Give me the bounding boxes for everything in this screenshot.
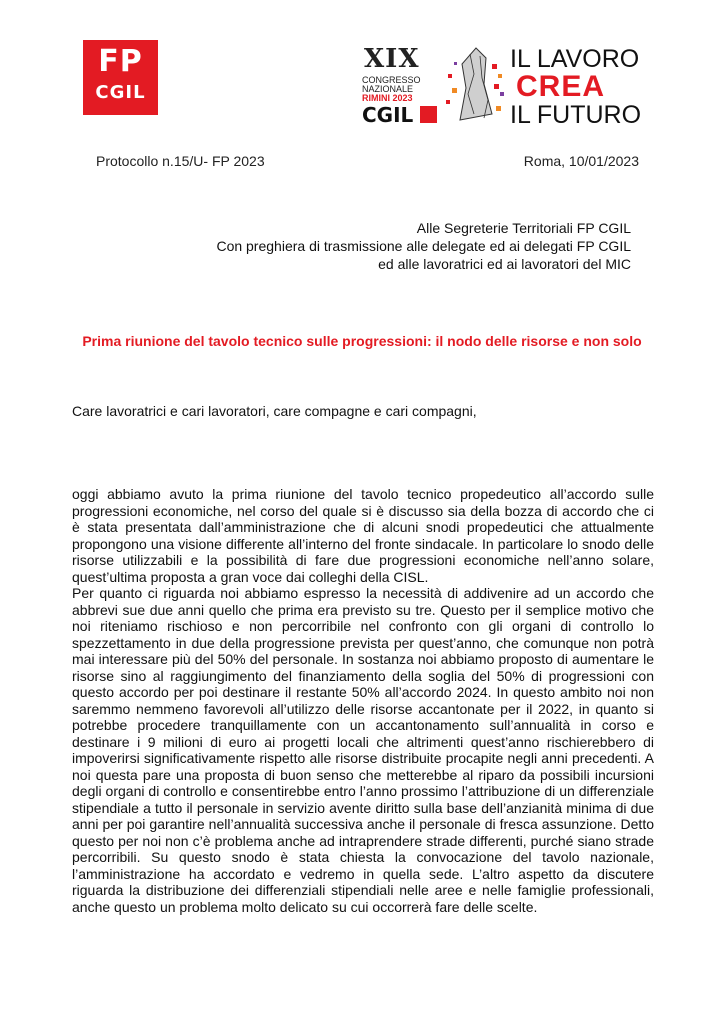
body-paragraph: Per quanto ci riguarda noi abbiamo espresso la necessità di addivenire ad un accordo che abbrevi sue due anni quello che prima era previsto su tre. Questo per il semplice motivo che noi riteniamo rischioso e non percorribile nel confronto con gli organi di controllo lo spezzettamento in due della progressione prevista per quest’anno, che comunque non potrà mai interessare più del 50% del personale. In sostanza noi abbiamo proposto di aumentare le risorse sino al raggiungimento del finanziamento della soglia del 50% di progressioni con questo accordo per poi destinare il restante 50% all’accordo 2024. In questo ambito noi non saremmo nemmeno favorevoli all’utilizzo delle risorse accantonate per il 2022, in quanto si potrebbe procedere tranquillamente con un accantonamento sull’annualità in corso e destinare i 9 milioni di euro ai progetti locali che altrimenti quest’anno rischierebbero di impoverirsi significativamente rispetto alle risorse distribuite procapite negli anni precedenti. A noi questa pare una proposta di buon senso che metterebbe al riparo da possibili incursioni degli organi di controllo e consentirebbe entro l’anno prossimo l’attribuzione di un differenziale stipendiale a tutto il personale in servizio avente diritto sulla base dell’anzianità minima di due anni per poi garantire nell’annualità successiva anche il personale di fresca assunzione. Detto questo per noi non c’è problema anche ad intraprendere strade differenti, purché siano strade percorribili. Su questo snodo è stata chiesta la convocazione del tavolo nazionale, l’amministrazione ha accordato e vedremo in quella sede. L’altro aspetto da discutere riguarda la distribuzione dei differenziali stipendiali nelle aree e nelle famiglie professionali, anche questo un problema molto delicato su cui occorrerà fare delle scelte. <box>72 585 654 915</box>
congress-city: RIMINI <box>362 93 390 103</box>
slogan-line-2: CREA <box>516 70 606 103</box>
fp-cgil-logo <box>83 40 158 115</box>
document-date: Roma, 10/01/2023 <box>523 153 639 169</box>
congress-red-square <box>420 106 437 123</box>
mosaic-artwork-icon <box>440 44 512 128</box>
congress-banner <box>360 44 645 128</box>
congress-label-2: NAZIONALE <box>362 84 414 94</box>
slogan-line-3: IL FUTURO <box>510 101 642 129</box>
congress-label-1: CONGRESSO <box>362 75 421 85</box>
congress-year: 2023 <box>392 93 413 103</box>
recipients-block <box>216 219 631 273</box>
recipient-line: Alle Segreterie Territoriali FP CGIL <box>416 220 631 236</box>
logo-line-2: CGIL <box>95 82 146 103</box>
congress-org: CGIL <box>362 103 414 127</box>
slogan-line-1: IL LAVORO <box>510 45 640 73</box>
document-title: Prima riunione del tavolo tecnico sulle progressioni: il nodo delle risorse e non solo <box>82 333 642 349</box>
congress-city-year <box>362 94 413 103</box>
body-paragraph: oggi abbiamo avuto la prima riunione del tavolo tecnico propedeutico all’accordo sulle progressioni economiche, nel corso del quale si è discusso sia della bozza di accordo che ci è stata presentata dall’amministrazione che di alcuni snodi propedeutici che attualmente propongono una visione differente all’interno del fronte sindacale. In particolare lo snodo delle risorse utilizzabili e la possibilità di fare due progressioni economiche nell’anno solare, quest’ultima proposta a gran voce dai colleghi della CISL. <box>72 486 654 585</box>
letter-body <box>72 486 654 915</box>
congress-number: XIX <box>364 44 420 74</box>
protocol-number: Protocollo n.15/U- FP 2023 <box>96 153 265 169</box>
logo-line-1: FP <box>98 44 143 79</box>
salutation: Care lavoratrici e cari lavoratori, care compagne e cari compagni, <box>72 403 477 419</box>
recipient-line: Con preghiera di trasmissione alle delegate ed ai delegati FP CGIL <box>216 238 631 254</box>
recipient-line: ed alle lavoratrici ed ai lavoratori del MIC <box>378 256 631 272</box>
